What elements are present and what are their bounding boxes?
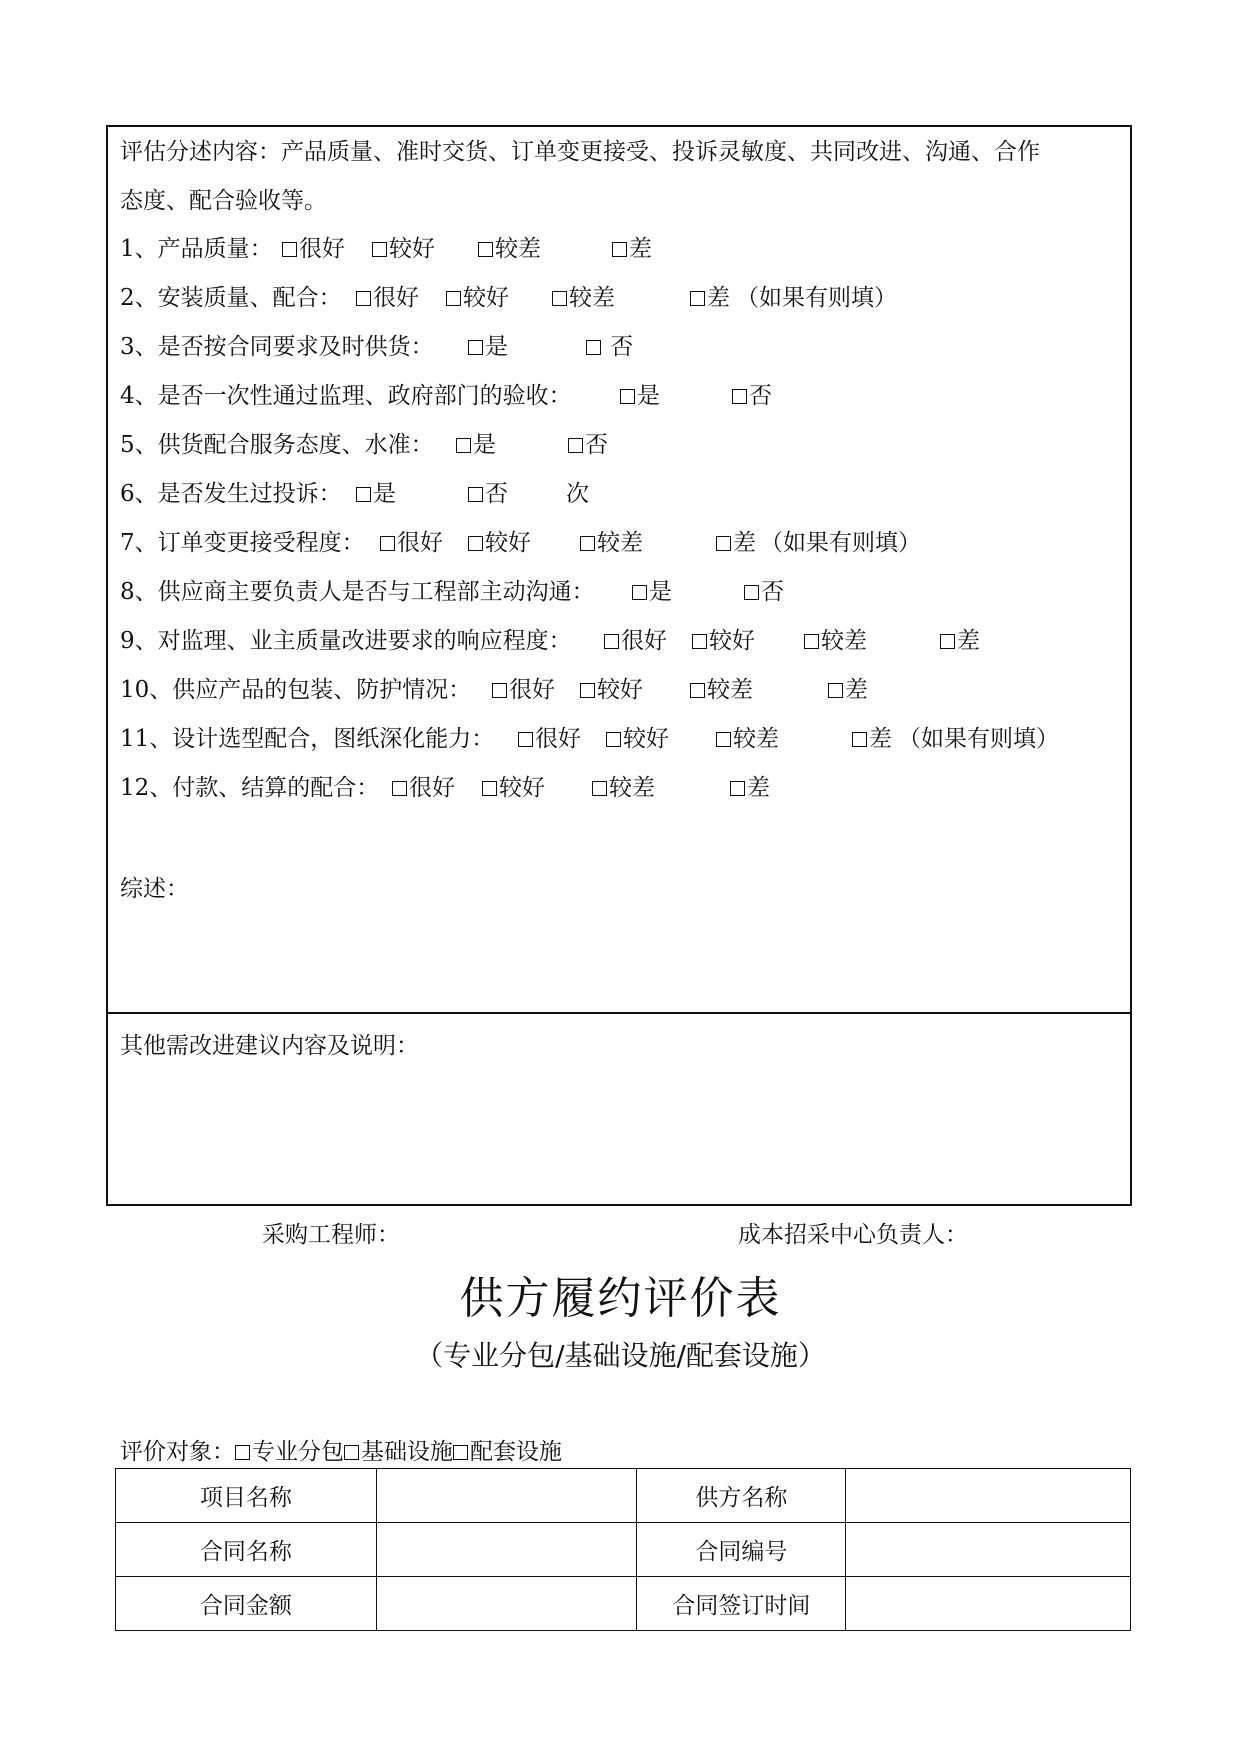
checkbox[interactable] xyxy=(356,487,371,502)
rating-option[interactable] xyxy=(482,773,545,803)
rating-option[interactable] xyxy=(606,724,669,754)
object-option[interactable] xyxy=(235,1437,344,1467)
option-label: 是 xyxy=(637,383,660,409)
option-label: 较好 xyxy=(389,236,435,262)
option-label: 很好 xyxy=(509,677,555,703)
rating-option[interactable] xyxy=(732,381,772,411)
field-value[interactable] xyxy=(846,1523,1131,1577)
item-note: 次 xyxy=(566,481,589,507)
intro-line-2: 态度、配合验收等。 xyxy=(120,188,327,214)
rating-option[interactable] xyxy=(692,626,755,656)
section-divider xyxy=(106,1012,1132,1014)
field-label: 合同名称 xyxy=(116,1523,377,1577)
intro-line-1: 评估分述内容：产品质量、准时交货、订单变更接受、投诉灵敏度、共同改进、沟通、合作 xyxy=(120,139,1040,165)
evaluation-object-line xyxy=(120,1437,562,1467)
option-label: 较好 xyxy=(499,775,545,801)
rating-option[interactable] xyxy=(468,479,508,509)
checkbox[interactable] xyxy=(620,389,635,404)
table-row xyxy=(116,1523,1131,1577)
checkbox[interactable] xyxy=(804,634,819,649)
checkbox[interactable] xyxy=(690,291,705,306)
rating-option[interactable] xyxy=(372,234,435,264)
item-label: 2、安装质量、配合： xyxy=(120,285,342,311)
item-label: 1、产品质量： xyxy=(120,236,273,262)
engineer-signature-label: 采购工程师： xyxy=(262,1222,400,1248)
checkbox[interactable] xyxy=(852,732,867,747)
checkbox[interactable] xyxy=(356,291,371,306)
checkbox[interactable] xyxy=(235,1445,250,1460)
item-label: 12、付款、结算的配合： xyxy=(120,775,380,801)
option-label: 差 xyxy=(747,775,770,801)
option-label: 较差 xyxy=(495,236,541,262)
checkbox[interactable] xyxy=(282,242,297,257)
checkbox[interactable] xyxy=(518,732,533,747)
option-label: 差 xyxy=(869,726,892,752)
rating-option[interactable] xyxy=(592,773,655,803)
field-value[interactable] xyxy=(376,1469,637,1523)
checkbox[interactable] xyxy=(453,1445,468,1460)
rating-option[interactable] xyxy=(804,626,867,656)
checkbox[interactable] xyxy=(372,242,387,257)
form-subtitle: （专业分包/基础设施/配套设施） xyxy=(415,1339,826,1372)
summary-field[interactable] xyxy=(108,910,1128,1006)
option-label: 较好 xyxy=(597,677,643,703)
option-label: 较差 xyxy=(733,726,779,752)
rating-option[interactable] xyxy=(478,234,541,264)
item-label: 5、供货配合服务态度、水准： xyxy=(120,432,434,458)
rating-option[interactable] xyxy=(580,528,643,558)
option-label: 较好 xyxy=(623,726,669,752)
rating-option[interactable] xyxy=(356,479,396,509)
option-label: 较差 xyxy=(569,285,615,311)
contract-info-table xyxy=(115,1468,1131,1631)
option-label: 是 xyxy=(649,579,672,605)
rating-option[interactable] xyxy=(716,724,779,754)
object-option-label: 专业分包 xyxy=(252,1439,344,1465)
rating-option[interactable] xyxy=(552,283,615,313)
option-label: 差 xyxy=(733,530,756,556)
item-label: 10、供应产品的包装、防护情况： xyxy=(120,677,472,703)
option-label: 否 xyxy=(749,383,772,409)
field-label: 合同金额 xyxy=(116,1577,377,1631)
rating-option[interactable] xyxy=(446,283,509,313)
option-label: 很好 xyxy=(299,236,345,262)
evaluation-object-options xyxy=(235,1439,562,1465)
rating-option[interactable] xyxy=(492,675,555,705)
rating-option[interactable] xyxy=(632,577,672,607)
checkbox[interactable] xyxy=(468,536,483,551)
rating-option[interactable] xyxy=(468,332,508,362)
object-option[interactable] xyxy=(344,1437,453,1467)
option-label: 较差 xyxy=(707,677,753,703)
rating-option[interactable] xyxy=(716,528,756,558)
checkbox[interactable] xyxy=(380,536,395,551)
option-label: 较差 xyxy=(821,628,867,654)
option-label: 否 xyxy=(485,481,508,507)
checkbox[interactable] xyxy=(482,781,497,796)
summary-label: 综述： xyxy=(120,876,189,902)
checkbox[interactable] xyxy=(732,389,747,404)
rating-option[interactable] xyxy=(456,430,496,460)
option-label: 较好 xyxy=(709,628,755,654)
item-label: 8、供应商主要负责人是否与工程部主动沟通： xyxy=(120,579,595,605)
item-label: 4、是否一次性通过监理、政府部门的验收： xyxy=(120,383,572,409)
field-label: 供方名称 xyxy=(637,1469,846,1523)
field-label: 合同编号 xyxy=(637,1523,846,1577)
evaluation-object-label: 评价对象： xyxy=(120,1439,235,1465)
rating-option[interactable] xyxy=(380,528,443,558)
checkbox[interactable] xyxy=(580,536,595,551)
object-option[interactable] xyxy=(453,1437,562,1467)
option-label: 是 xyxy=(485,334,508,360)
checkbox[interactable] xyxy=(468,487,483,502)
option-label: 差 xyxy=(707,285,730,311)
rating-option[interactable] xyxy=(690,283,730,313)
checkbox[interactable] xyxy=(604,634,619,649)
option-label: 很好 xyxy=(621,628,667,654)
checkbox[interactable] xyxy=(716,732,731,747)
field-value[interactable] xyxy=(846,1577,1131,1631)
rating-option[interactable] xyxy=(604,626,667,656)
rating-option[interactable] xyxy=(620,381,660,411)
object-option-label: 基础设施 xyxy=(361,1439,453,1465)
checkbox[interactable] xyxy=(552,291,567,306)
item-note: （如果有则填） xyxy=(760,530,921,556)
checkbox[interactable] xyxy=(344,1445,359,1460)
checkbox[interactable] xyxy=(744,585,759,600)
rating-option[interactable] xyxy=(852,724,892,754)
rating-option[interactable] xyxy=(586,332,633,362)
checkbox[interactable] xyxy=(592,781,607,796)
option-label: 较差 xyxy=(597,530,643,556)
option-label: 否 xyxy=(761,579,784,605)
field-value[interactable] xyxy=(376,1523,637,1577)
center-head-signature-label: 成本招采中心负责人： xyxy=(738,1222,968,1248)
field-value[interactable] xyxy=(846,1469,1131,1523)
rating-option[interactable] xyxy=(744,577,784,607)
option-label: 否 xyxy=(603,334,634,360)
option-label: 是 xyxy=(373,481,396,507)
checkbox[interactable] xyxy=(568,438,583,453)
option-label: 是 xyxy=(473,432,496,458)
checkbox[interactable] xyxy=(392,781,407,796)
rating-option[interactable] xyxy=(392,773,455,803)
suggestion-label: 其他需改进建议内容及说明： xyxy=(120,1033,419,1059)
checkbox[interactable] xyxy=(492,683,507,698)
option-label: 较差 xyxy=(609,775,655,801)
item-label: 11、设计选型配合，图纸深化能力： xyxy=(120,726,495,752)
option-label: 很好 xyxy=(409,775,455,801)
rating-option[interactable] xyxy=(356,283,419,313)
checkbox[interactable] xyxy=(468,340,483,355)
checkbox[interactable] xyxy=(716,536,731,551)
item-label: 7、订单变更接受程度： xyxy=(120,530,365,556)
rating-option[interactable] xyxy=(690,675,753,705)
checkbox[interactable] xyxy=(612,242,627,257)
checkbox[interactable] xyxy=(632,585,647,600)
option-label: 很好 xyxy=(535,726,581,752)
rating-option[interactable] xyxy=(940,626,980,656)
checkbox[interactable] xyxy=(456,438,471,453)
option-label: 较好 xyxy=(485,530,531,556)
checkbox[interactable] xyxy=(690,683,705,698)
checkbox[interactable] xyxy=(828,683,843,698)
checkbox[interactable] xyxy=(606,732,621,747)
form-title: 供方履约评价表 xyxy=(459,1273,782,1324)
table-row xyxy=(116,1577,1131,1631)
option-label: 差 xyxy=(957,628,980,654)
item-label: 6、是否发生过投诉： xyxy=(120,481,342,507)
item-note: （如果有则填） xyxy=(736,285,897,311)
checkbox[interactable] xyxy=(580,683,595,698)
checkbox[interactable] xyxy=(692,634,707,649)
object-option-label: 配套设施 xyxy=(470,1439,562,1465)
table-row xyxy=(116,1469,1131,1523)
rating-option[interactable] xyxy=(282,234,345,264)
checkbox[interactable] xyxy=(940,634,955,649)
field-value[interactable] xyxy=(376,1577,637,1631)
option-label: 很好 xyxy=(373,285,419,311)
rating-option[interactable] xyxy=(612,234,652,264)
field-label: 合同签订时间 xyxy=(637,1577,846,1631)
rating-option[interactable] xyxy=(828,675,868,705)
checkbox[interactable] xyxy=(730,781,745,796)
option-label: 较好 xyxy=(463,285,509,311)
option-label: 很好 xyxy=(397,530,443,556)
field-label: 项目名称 xyxy=(116,1469,377,1523)
checkbox[interactable] xyxy=(446,291,461,306)
option-label: 差 xyxy=(629,236,652,262)
item-label: 3、是否按合同要求及时供货： xyxy=(120,334,434,360)
item-label: 9、对监理、业主质量改进要求的响应程度： xyxy=(120,628,572,654)
rating-option[interactable] xyxy=(730,773,770,803)
option-label: 否 xyxy=(585,432,608,458)
rating-option[interactable] xyxy=(518,724,581,754)
suggestion-field[interactable] xyxy=(108,1066,1128,1202)
option-label: 差 xyxy=(845,677,868,703)
item-note: （如果有则填） xyxy=(898,726,1059,752)
rating-option[interactable] xyxy=(568,430,608,460)
checkbox[interactable] xyxy=(586,340,601,355)
rating-option[interactable] xyxy=(468,528,531,558)
checkbox[interactable] xyxy=(478,242,493,257)
rating-option[interactable] xyxy=(580,675,643,705)
